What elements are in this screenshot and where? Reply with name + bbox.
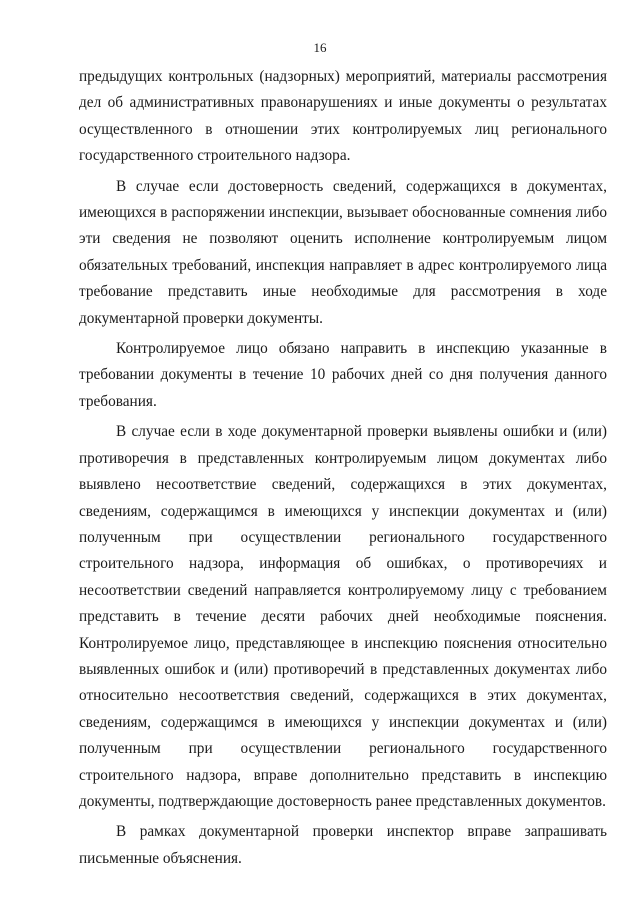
document-body	[79, 64, 607, 872]
paragraph-errors-contradictions: В случае если в ходе документарной проверки выявлены ошибки и (или) противоречия в представленных контролируемым лицом документах либо выявлено несоответствие сведений, содержащихся в этих документах, сведениям, содержащимся в имеющихся у инспекции документах и (или) полученным при осуществлении регионального государственного строительного надзора, информация об ошибках, о противоречиях и несоответствии сведений направляется контролируемому лицу с требованием представить в течение десяти рабочих дней необходимые пояснения. Контролируемое лицо, представляющее в инспекцию пояснения относительно выявленных ошибок и (или) противоречий в представленных документах либо относительно несоответствия сведений, содержащихся в этих документах, сведениям, содержащимся в имеющихся у инспекции документах и (или) полученным при осуществлении регионального государственного строительного надзора, вправе дополнительно представить в инспекцию документы, подтверждающие достоверность ранее представленных документов.	[79, 423, 607, 810]
paragraph-reliability-doubts: В случае если достоверность сведений, содержащихся в документах, имеющихся в распоряжении инспекции, вызывает обоснованные сомнения либо эти сведения не позволяют оценить исполнение контролируемым лицом обязательных требований, инспекция направляет в адрес контролируемого лица требование представить иные необходимые для рассмотрения в ходе документарной проверки документы.	[79, 177, 607, 327]
paragraph-written-explanations: В рамках документарной проверки инспектор вправе запрашивать письменные объяснения.	[79, 823, 607, 867]
paragraph-submission-deadline: Контролируемое лицо обязано направить в инспекцию указанные в требовании документы в течение 10 рабочих дней со дня получения данного требования.	[79, 340, 607, 410]
page-number: 16	[313, 40, 327, 55]
paragraph-continuation: предыдущих контрольных (надзорных) мероприятий, материалы рассмотрения дел об административных правонарушениях и иные документы о результатах осуществленного в отношении этих контролируемых лиц регионального государственного строительного надзора.	[79, 68, 607, 165]
